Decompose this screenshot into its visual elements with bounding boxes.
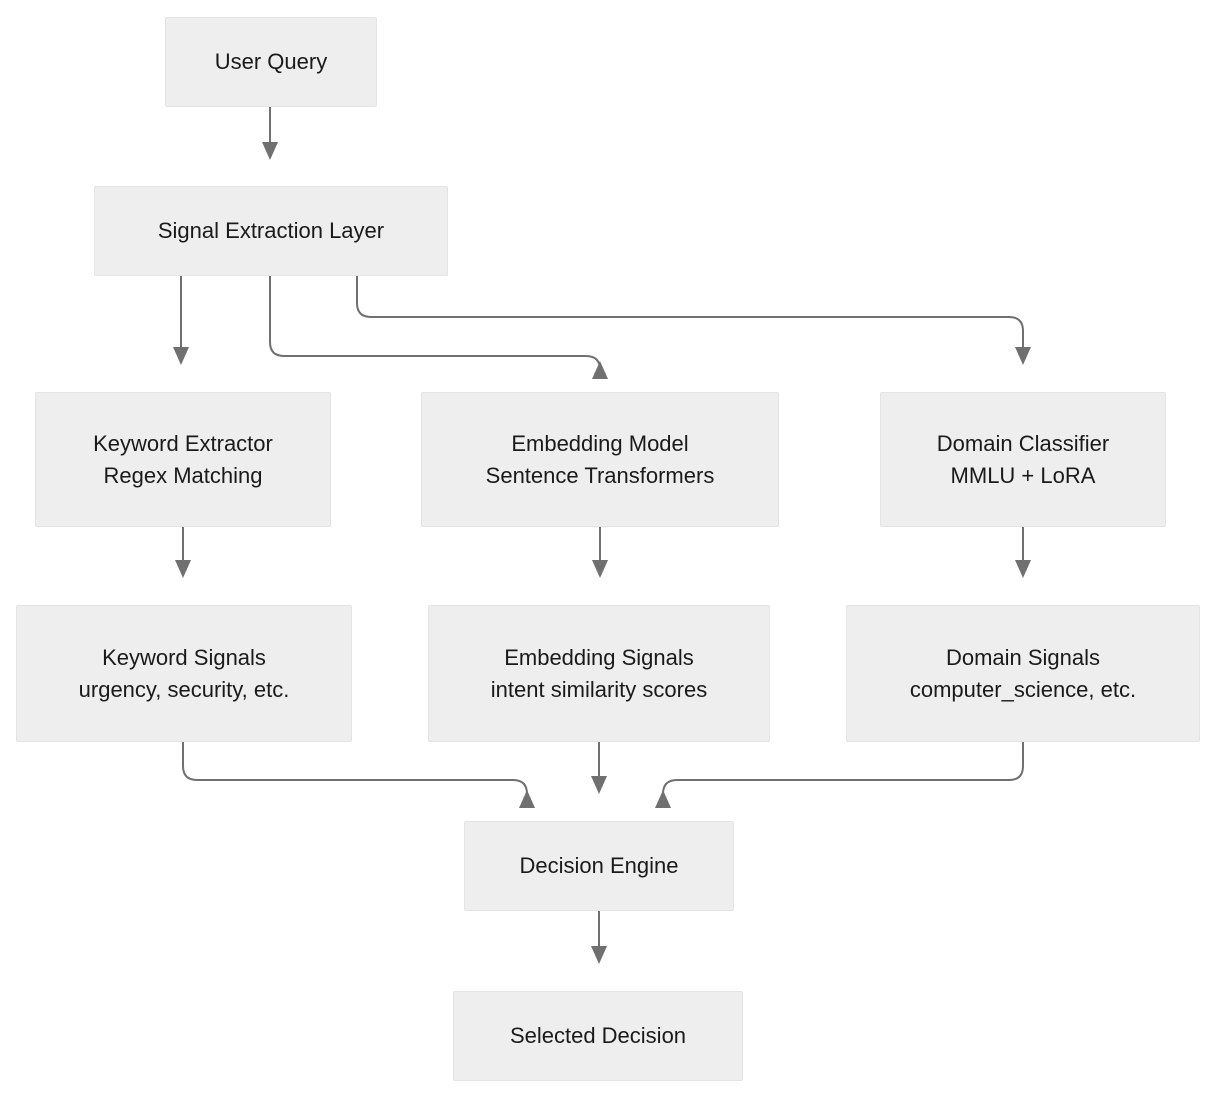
node-domain-signals [846, 605, 1200, 742]
node-keyword-extractor-line-2: Regex Matching [103, 462, 263, 488]
node-domain-classifier-line-2: MMLU + LoRA [950, 462, 1096, 488]
edge-signal-extraction-to-domain-classifier [357, 276, 1023, 363]
node-keyword-signals-line-1: Keyword Signals [102, 644, 266, 670]
node-embedding-model [421, 392, 779, 527]
node-embedding-signals [428, 605, 770, 742]
node-domain-signals-line-1: Domain Signals [945, 644, 1101, 670]
node-selected-decision [453, 991, 743, 1081]
node-user-query-line-1: User Query [214, 49, 328, 75]
node-signal-extraction-layer-line-1: Signal Extraction Layer [157, 218, 385, 244]
edge-signal-extraction-to-embedding-model [270, 276, 600, 370]
node-keyword-extractor-line-1: Keyword Extractor [93, 430, 273, 456]
node-keyword-extractor [35, 392, 331, 527]
node-domain-classifier [880, 392, 1166, 527]
node-domain-signals-line-2: computer_science, etc. [909, 676, 1137, 702]
node-embedding-model-line-1: Embedding Model [511, 430, 689, 456]
node-domain-classifier-line-1: Domain Classifier [936, 430, 1110, 456]
node-embedding-model-line-2: Sentence Transformers [485, 462, 715, 488]
node-keyword-signals-line-2: urgency, security, etc. [78, 676, 290, 702]
node-embedding-signals-line-1: Embedding Signals [504, 644, 694, 670]
node-keyword-signals [16, 605, 352, 742]
node-decision-engine [464, 821, 734, 911]
node-user-query [165, 17, 377, 107]
node-signal-extraction-layer [94, 186, 448, 276]
node-selected-decision-line-1: Selected Decision [509, 1023, 687, 1049]
node-embedding-signals-line-2: intent similarity scores [490, 676, 708, 702]
edge-keyword-signals-to-decision-engine [183, 742, 527, 794]
edge-domain-signals-to-decision-engine [663, 742, 1023, 794]
node-decision-engine-line-1: Decision Engine [519, 853, 679, 879]
